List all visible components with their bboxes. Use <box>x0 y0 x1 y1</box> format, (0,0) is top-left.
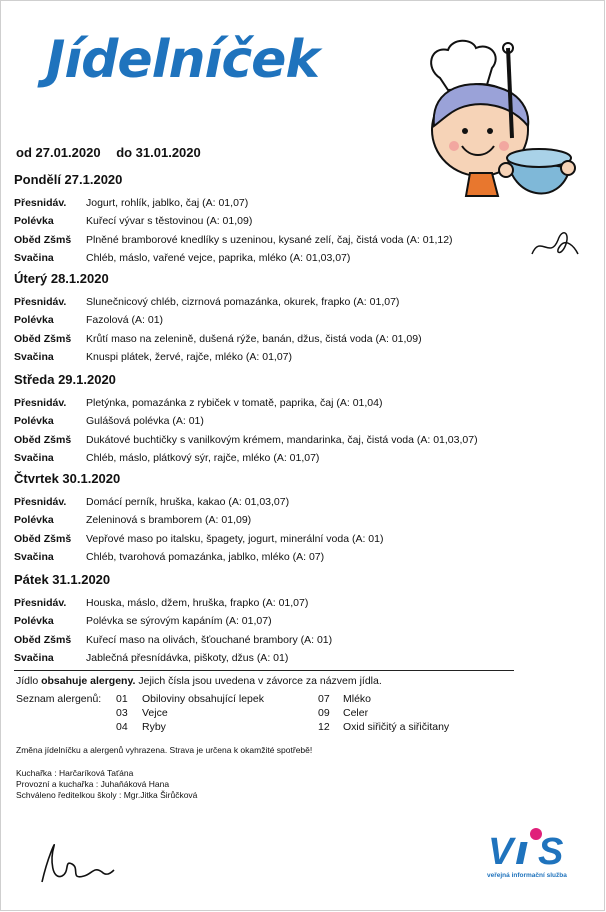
change-notice: Změna jídelníčku a alergenů vyhrazena. Strava je určena k okamžité spotřebě! <box>16 745 313 755</box>
meal-label: Oběd Zšmš <box>14 532 72 545</box>
meal-row <box>14 249 514 267</box>
meal-row <box>14 412 514 430</box>
cook-name: Kuchařka : Harčaríková Taťána <box>16 768 134 778</box>
day-block <box>14 572 514 667</box>
allergen-code: 07 <box>318 693 330 705</box>
allergen-code: 01 <box>116 693 128 705</box>
allergen-name: Obiloviny obsahující lepek <box>142 693 264 705</box>
meal-row <box>14 594 514 612</box>
day-block <box>14 271 514 366</box>
meal-text: Knuspi plátek, žervé, rajče, mléko (A: 01,07) <box>86 351 293 364</box>
meal-label: Svačina <box>14 652 54 665</box>
allergen-code: 04 <box>116 721 128 733</box>
signature-squiggle-icon <box>36 836 116 888</box>
meal-text: Dukátové buchtičky s vanilkovým krémem, mandarinka, čaj, čistá voda (A: 01,03,07) <box>86 433 478 446</box>
meal-text: Krůtí maso na zelenině, dušená rýže, banán, džus, čistá voda (A: 01,09) <box>86 332 422 345</box>
meal-text: Plněné bramborové knedlíky s uzeninou, kysané zelí, čaj, čistá voda (A: 01,12) <box>86 233 453 246</box>
day-block <box>14 372 514 467</box>
meal-row <box>14 311 514 329</box>
allergen-code: 12 <box>318 721 330 733</box>
meal-row <box>14 449 514 467</box>
meal-label: Oběd Zšmš <box>14 332 72 345</box>
meal-text: Chléb, máslo, vařené vejce, paprika, mléko (A: 01,03,07) <box>86 252 351 265</box>
approved-by: Schváleno ředitelkou školy : Mgr.Jitka Širůčková <box>16 790 198 800</box>
meal-text: Jablečná přesnídávka, piškoty, džus (A: 01) <box>86 652 289 665</box>
meal-text: Vepřové maso po italsku, špagety, jogurt, minerální voda (A: 01) <box>86 532 384 545</box>
day-title: Středa 29.1.2020 <box>14 372 116 387</box>
allergen-code: 09 <box>318 707 330 719</box>
meal-label: Polévka <box>14 215 54 228</box>
meal-text: Kuřecí vývar s těstovinou (A: 01,09) <box>86 215 253 228</box>
day-title: Pátek 31.1.2020 <box>14 572 111 587</box>
meal-text: Chléb, máslo, plátkový sýr, rajče, mléko (A: 01,07) <box>86 452 320 465</box>
meal-label: Polévka <box>14 514 54 527</box>
meal-row <box>14 293 514 311</box>
date-to: do 31.01.2020 <box>116 145 201 160</box>
meal-text: Slunečnicový chléb, cizrnová pomazánka, okurek, frapko (A: 01,07) <box>86 296 400 309</box>
meal-label: Přesnidáv. <box>14 496 67 509</box>
meal-row <box>14 330 514 348</box>
allergen-note <box>16 675 382 687</box>
meal-row <box>14 530 514 548</box>
meal-label: Oběd Zšmš <box>14 433 72 446</box>
meal-label: Svačina <box>14 452 54 465</box>
meal-text: Jogurt, rohlík, jablko, čaj (A: 01,07) <box>86 197 249 210</box>
allergen-name: Ryby <box>142 721 166 733</box>
meal-text: Gulášová polévka (A: 01) <box>86 415 204 428</box>
meal-text: Kuřecí maso na olivách, šťouchané brambory (A: 01) <box>86 633 333 646</box>
meal-text: Fazolová (A: 01) <box>86 314 164 327</box>
meal-text: Zeleninová s bramborem (A: 01,09) <box>86 514 252 527</box>
meal-row <box>14 394 514 412</box>
meal-row <box>14 493 514 511</box>
day-title: Čtvrtek 30.1.2020 <box>14 471 121 486</box>
allergen-note-lead: Jídlo <box>16 675 42 687</box>
meal-text: Chléb, tvarohová pomazánka, jablko, mléko (A: 07) <box>86 551 325 564</box>
meal-label: Svačina <box>14 252 54 265</box>
meal-row <box>14 511 514 529</box>
meal-row <box>14 194 514 212</box>
meal-row <box>14 649 514 667</box>
meal-label: Přesnidáv. <box>14 597 67 610</box>
meal-label: Přesnidáv. <box>14 197 67 210</box>
meal-row <box>14 431 514 449</box>
svg-text:S: S <box>538 831 564 870</box>
day-block <box>14 471 514 566</box>
meal-row <box>14 348 514 366</box>
allergen-name: Oxid siřičitý a siřičitany <box>343 721 450 733</box>
meal-label: Polévka <box>14 615 54 628</box>
meal-row <box>14 212 514 230</box>
divider <box>14 670 514 671</box>
allergen-name: Vejce <box>142 707 168 719</box>
allergen-name: Celer <box>343 707 369 719</box>
meal-text: Polévka se sýrovým kapáním (A: 01,07) <box>86 615 272 628</box>
squiggle-decoration-icon <box>530 224 580 264</box>
day-title: Pondělí 27.1.2020 <box>14 172 123 187</box>
meal-label: Přesnidáv. <box>14 296 67 309</box>
allergen-list-label: Seznam alergenů: <box>16 693 102 705</box>
date-range <box>16 145 201 160</box>
meal-label: Polévka <box>14 415 54 428</box>
meal-text: Domácí perník, hruška, kakao (A: 01,03,07) <box>86 496 290 509</box>
meal-row <box>14 612 514 630</box>
allergen-code: 03 <box>116 707 128 719</box>
logo-subtitle: veřejná informační služba <box>487 872 567 879</box>
allergen-name: Mléko <box>343 693 372 705</box>
meal-label: Svačina <box>14 551 54 564</box>
allergen-note-bold: obsahuje alergeny. <box>41 675 136 687</box>
meal-row <box>14 231 514 249</box>
day-title: Úterý 28.1.2020 <box>14 271 109 286</box>
meal-label: Oběd Zšmš <box>14 233 72 246</box>
manager-name: Provozní a kuchařka : Juhaňáková Hana <box>16 779 170 789</box>
date-from: od 27.01.2020 <box>16 145 101 160</box>
svg-text:V: V <box>488 831 514 870</box>
meal-label: Přesnidáv. <box>14 397 67 410</box>
allergen-note-rest: Jejich čísla jsou uvedena v závorce za názvem jídla. <box>135 675 382 687</box>
vis-logo-icon <box>484 826 580 870</box>
meal-label: Polévka <box>14 314 54 327</box>
day-block <box>14 172 514 267</box>
meal-row <box>14 548 514 566</box>
page-title: Jídelníček <box>46 30 320 90</box>
meal-text: Houska, máslo, džem, hruška, frapko (A: 01,07) <box>86 597 309 610</box>
meal-label: Oběd Zšmš <box>14 633 72 646</box>
meal-label: Svačina <box>14 351 54 364</box>
meal-text: Pletýnka, pomazánka z rybiček v tomatě, paprika, čaj (A: 01,04) <box>86 397 383 410</box>
meal-row <box>14 631 514 649</box>
